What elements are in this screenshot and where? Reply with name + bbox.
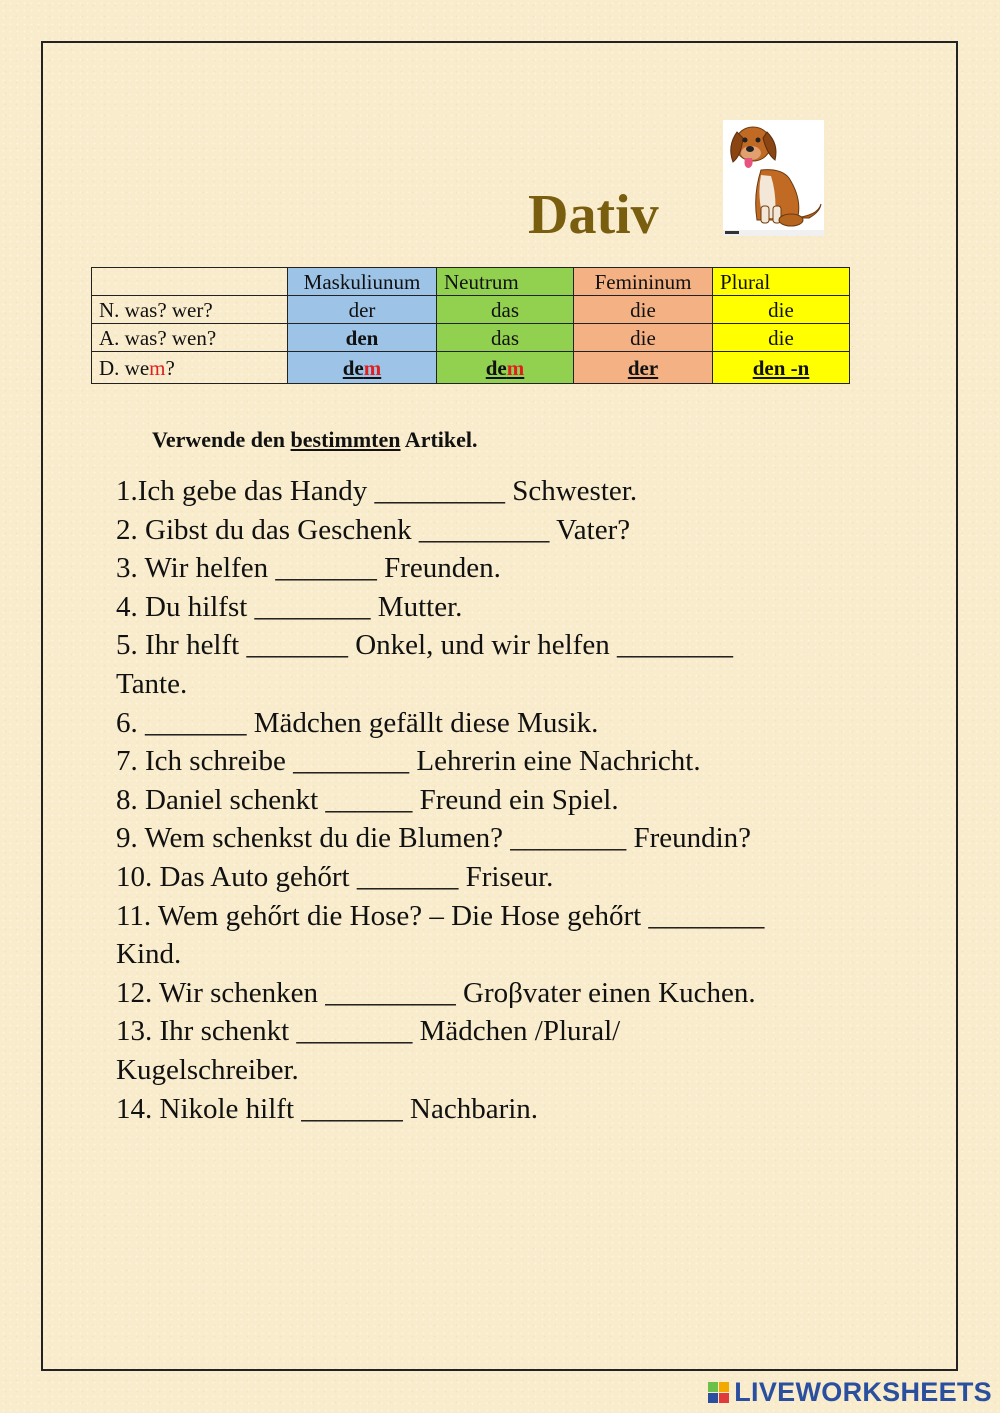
brand-text: LIVEWORKSHEETS <box>734 1377 992 1407</box>
article-stem: de <box>485 355 507 380</box>
header-feminin: Femininum <box>574 268 713 296</box>
instruction-post: Artikel. <box>400 427 478 452</box>
header-plural: Plural <box>713 268 850 296</box>
table-row-dativ <box>92 352 850 384</box>
exercise-line[interactable]: 13. Ihr schenkt ________ Mädchen /Plural/ <box>116 1015 621 1048</box>
cell-neutrum: das <box>437 324 574 352</box>
row-label <box>92 352 288 384</box>
article-stem: de <box>342 355 364 380</box>
exercise-line[interactable]: 3. Wir helfen _______ Freunden. <box>116 552 501 585</box>
exercise-line: Kind. <box>116 938 182 971</box>
exercise-line[interactable]: 10. Das Auto gehőrt _______ Friseur. <box>116 860 554 893</box>
header-neutrum: Neutrum <box>437 268 574 296</box>
liveworksheets-logo <box>708 1377 992 1408</box>
logo-icon <box>708 1382 730 1404</box>
table-header-row <box>92 268 850 296</box>
cell-feminin: der <box>574 352 713 384</box>
instruction <box>152 425 478 455</box>
exercise-line[interactable]: 4. Du hilfst ________ Mutter. <box>116 590 463 623</box>
row-label: A. was? wen? <box>92 324 288 352</box>
dog-illustration <box>723 120 824 236</box>
instruction-pre: Verwende den <box>152 427 291 452</box>
cell-neutrum: das <box>437 296 574 324</box>
cell-plural: die <box>713 324 850 352</box>
exercise-line: Tante. <box>116 667 188 700</box>
article-ending: m <box>506 355 525 380</box>
exercise-line[interactable]: 5. Ihr helft _______ Onkel, und wir helfen ________ <box>116 629 733 662</box>
page-title: Dativ <box>528 184 659 246</box>
instruction-underlined: bestimmten <box>290 427 401 452</box>
exercise-line[interactable]: 14. Nikole hilft _______ Nachbarin. <box>116 1092 539 1125</box>
cell-feminin: die <box>574 324 713 352</box>
table-row-akkusativ <box>92 324 850 352</box>
cell-maskulin: der <box>288 296 437 324</box>
exercise-line[interactable]: 8. Daniel schenkt ______ Freund ein Spiel. <box>116 783 619 816</box>
cell-maskulin: den <box>288 324 437 352</box>
exercise-list <box>116 472 916 1128</box>
cell-maskulin <box>288 352 437 384</box>
exercise-line[interactable]: 6. _______ Mädchen gefällt diese Musik. <box>116 706 599 739</box>
article-ending: m <box>363 355 382 380</box>
header-empty <box>92 268 288 296</box>
cell-feminin: die <box>574 296 713 324</box>
exercise-line: Kugelschreiber. <box>116 1053 299 1086</box>
header-maskulin: Maskuliunum <box>288 268 437 296</box>
exercise-line[interactable]: 11. Wem gehőrt die Hose? – Die Hose gehőrt ________ <box>116 899 765 932</box>
cell-plural: die <box>713 296 850 324</box>
cell-neutrum <box>437 352 574 384</box>
table-row-nominativ <box>92 296 850 324</box>
exercise-line[interactable]: 7. Ich schreibe ________ Lehrerin eine Nachricht. <box>116 745 701 778</box>
exercise-line[interactable]: 12. Wir schenken _________ Groβvater einen Kuchen. <box>116 976 756 1009</box>
declension-table <box>91 267 850 384</box>
row-label: N. was? wer? <box>92 296 288 324</box>
row-label-ending: m <box>149 355 166 380</box>
cell-plural: den -n <box>713 352 850 384</box>
exercise-line[interactable]: 1.Ich gebe das Handy _________ Schwester. <box>116 475 638 507</box>
row-label-text: D. we <box>99 355 150 380</box>
exercise-line[interactable]: 9. Wem schenkst du die Blumen? ________ Freundin? <box>116 822 752 855</box>
exercise-line[interactable]: 2. Gibst du das Geschenk _________ Vater? <box>116 513 631 546</box>
row-label-question: ? <box>165 355 175 380</box>
